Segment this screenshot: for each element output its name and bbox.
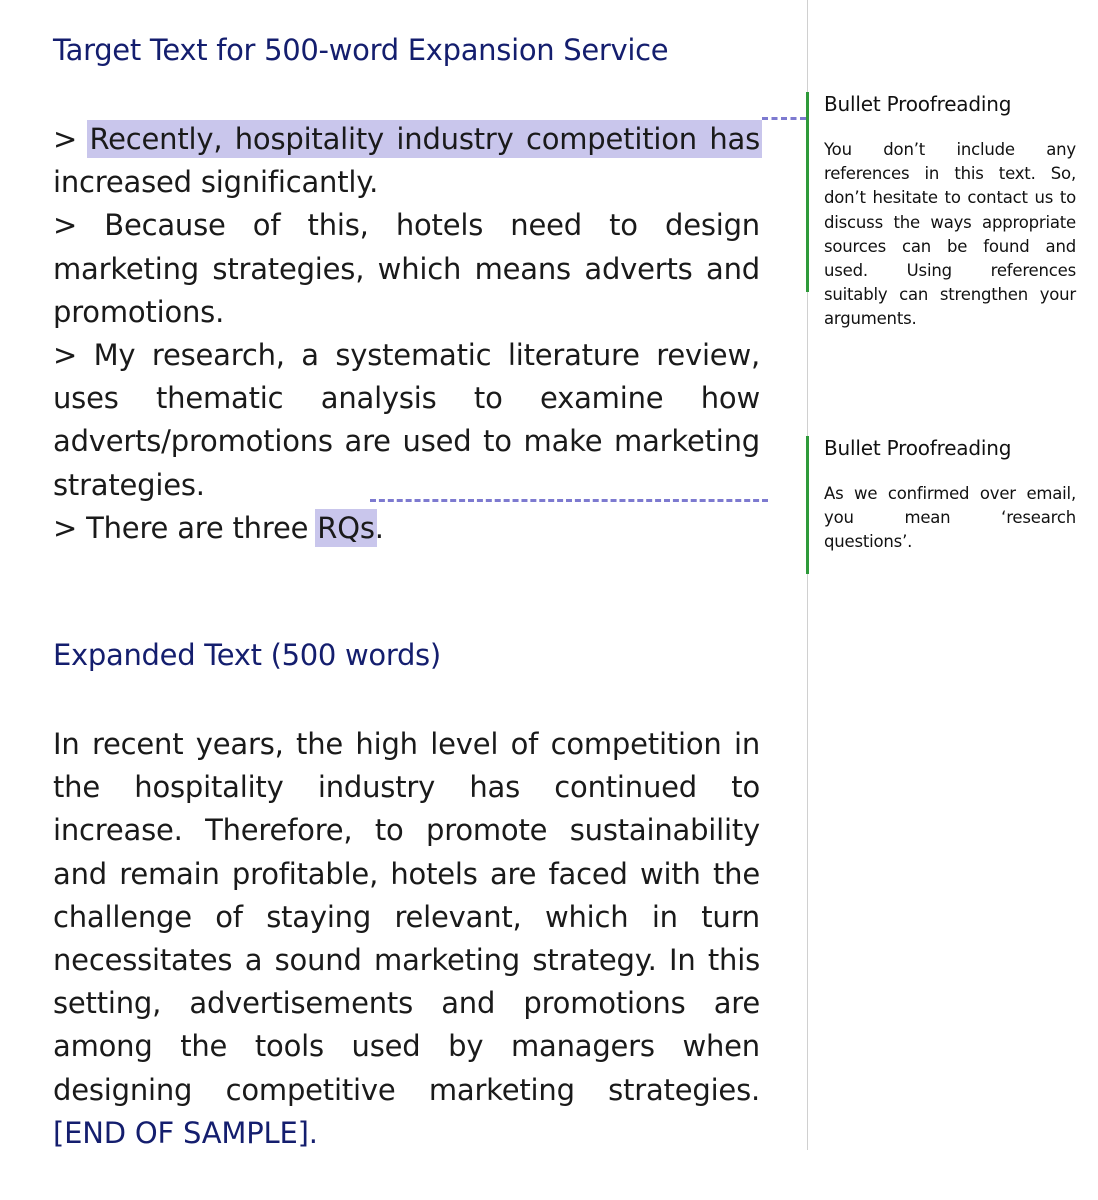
expanded-text-heading: Expanded Text (500 words) — [53, 638, 441, 672]
comment-text: As we confirmed over email, you mean ‘research questions’. — [824, 484, 1076, 552]
line-rest: increased significantly. — [53, 165, 379, 200]
comment-connector-1 — [762, 117, 806, 120]
comment-author: Bullet Proofreading — [824, 436, 1012, 460]
comment-text: You don’t include any references in this text. So, don’t hesitate to contact us to discuss the ways appropriate sources can be found and used. Using references suitably can strengthen your arguments. — [824, 140, 1076, 329]
target-text-heading: Target Text for 500-word Expansion Service — [53, 33, 669, 67]
target-line-1 — [53, 118, 760, 204]
target-line-3: > My research, a systematic literature review, uses thematic analysis to examine how adverts/promotions are used to make marketing strategies. — [53, 338, 760, 502]
target-line-2: > Because of this, hotels need to design marketing strategies, which means adverts and promotions. — [53, 208, 760, 329]
expanded-paragraph — [53, 723, 760, 1155]
expanded-paragraph-text: In recent years, the high level of competition in the hospitality industry has continued to increase. Therefore, to promote sustainability and remain profitable, hotels are faced with the challenge of staying relevant, which in turn necessitates a sound marketing strategy. In this setting, advertisements and promotions are among the tools used by managers when designing competitive marketing strategies. — [53, 727, 760, 1107]
line-prefix: > — [53, 122, 90, 156]
comment-connector-2 — [370, 499, 768, 502]
comment-balloon-1[interactable] — [806, 92, 1076, 329]
highlighted-text-comment-1[interactable]: Recently, hospitality industry competition has — [89, 122, 760, 156]
expanded-text-body — [53, 723, 760, 1155]
end-of-sample-marker: [END OF SAMPLE]. — [53, 1115, 318, 1150]
highlighted-text-comment-2[interactable]: RQs — [317, 510, 375, 545]
line-rest: . — [374, 510, 384, 545]
target-line-4 — [53, 507, 760, 550]
target-text-body — [53, 118, 760, 550]
comment-author: Bullet Proofreading — [824, 92, 1012, 116]
comment-balloon-2[interactable] — [806, 436, 1076, 574]
line-prefix: > There are three — [53, 510, 318, 545]
